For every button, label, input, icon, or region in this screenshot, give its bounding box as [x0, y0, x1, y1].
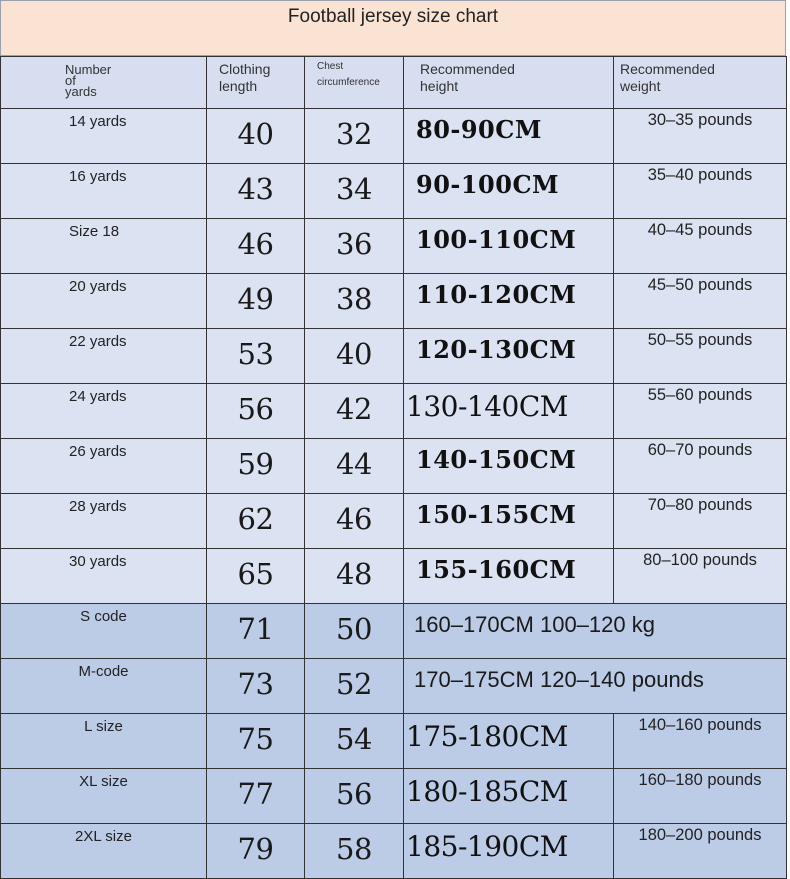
- weight-cell: 30–35 pounds: [614, 109, 787, 164]
- table-row: [1, 604, 787, 659]
- length-cell: 53: [207, 329, 305, 384]
- header-length-line: length: [219, 78, 258, 94]
- weight-cell: 45–50 pounds: [614, 274, 787, 329]
- table-row: [1, 274, 787, 329]
- size-table: [0, 56, 787, 879]
- header-weight: [614, 57, 787, 109]
- length-cell: 62: [207, 494, 305, 549]
- height-cell: 150-155CM: [404, 494, 614, 549]
- length-cell: 79: [207, 824, 305, 879]
- weight-cell: 40–45 pounds: [614, 219, 787, 274]
- size-cell: Size 18: [1, 219, 207, 274]
- height-cell: 130-140CM: [404, 384, 614, 439]
- length-cell: 49: [207, 274, 305, 329]
- header-chest: [305, 57, 404, 109]
- size-cell: 20 yards: [1, 274, 207, 329]
- chest-cell: 56: [305, 769, 404, 824]
- size-cell: S code: [1, 604, 207, 659]
- table-row: [1, 109, 787, 164]
- chest-cell: 48: [305, 549, 404, 604]
- page-title: Football jersey size chart: [287, 6, 499, 27]
- weight-cell: 55–60 pounds: [614, 384, 787, 439]
- length-cell: 75: [207, 714, 305, 769]
- size-cell: L size: [1, 714, 207, 769]
- height-cell: 180-185CM: [404, 769, 614, 824]
- header-size-line: of: [65, 73, 76, 88]
- chest-cell: 52: [305, 659, 404, 714]
- weight-cell: 140–160 pounds: [614, 714, 787, 769]
- size-cell: 14 yards: [1, 109, 207, 164]
- chest-cell: 34: [305, 164, 404, 219]
- header-height: [404, 57, 614, 109]
- size-cell: 30 yards: [1, 549, 207, 604]
- header-height-line: height: [420, 78, 459, 94]
- header-chest-line: Chest: [317, 61, 344, 72]
- weight-cell: 80–100 pounds: [614, 549, 787, 604]
- size-cell: M-code: [1, 659, 207, 714]
- chest-cell: 42: [305, 384, 404, 439]
- table-row: [1, 219, 787, 274]
- chest-cell: 38: [305, 274, 404, 329]
- size-cell: 16 yards: [1, 164, 207, 219]
- height-cell: 100-110CM: [404, 219, 614, 274]
- weight-cell: 70–80 pounds: [614, 494, 787, 549]
- weight-cell: 60–70 pounds: [614, 439, 787, 494]
- header-weight-line: Recommended: [620, 61, 715, 77]
- header-size-line: yards: [65, 84, 97, 99]
- header-weight-line: weight: [620, 78, 661, 94]
- table-body: [1, 109, 787, 879]
- table-row: [1, 384, 787, 439]
- weight-cell: 50–55 pounds: [614, 329, 787, 384]
- table-row: [1, 164, 787, 219]
- table-row: [1, 494, 787, 549]
- height-weight-cell: 160–170CM 100–120 kg: [404, 604, 787, 659]
- height-weight-cell: 170–175CM 120–140 pounds: [404, 659, 787, 714]
- table-row: [1, 329, 787, 384]
- length-cell: 46: [207, 219, 305, 274]
- height-cell: 80-90CM: [404, 109, 614, 164]
- chest-cell: 40: [305, 329, 404, 384]
- header-chest-line: circumference: [317, 77, 380, 88]
- size-cell: 24 yards: [1, 384, 207, 439]
- size-cell: 28 yards: [1, 494, 207, 549]
- table-header-row: [1, 57, 787, 109]
- chest-cell: 54: [305, 714, 404, 769]
- weight-cell: 160–180 pounds: [614, 769, 787, 824]
- chest-cell: 44: [305, 439, 404, 494]
- chest-cell: 50: [305, 604, 404, 659]
- length-cell: 56: [207, 384, 305, 439]
- height-cell: 90-100CM: [404, 164, 614, 219]
- table-row: [1, 714, 787, 769]
- height-cell: 120-130CM: [404, 329, 614, 384]
- table-row: [1, 824, 787, 879]
- size-cell: 2XL size: [1, 824, 207, 879]
- height-cell: 175-180CM: [404, 714, 614, 769]
- chest-cell: 36: [305, 219, 404, 274]
- height-cell: 110-120CM: [404, 274, 614, 329]
- height-cell: 140-150CM: [404, 439, 614, 494]
- length-cell: 43: [207, 164, 305, 219]
- weight-cell: 180–200 pounds: [614, 824, 787, 879]
- length-cell: 77: [207, 769, 305, 824]
- chest-cell: 32: [305, 109, 404, 164]
- size-cell: 22 yards: [1, 329, 207, 384]
- weight-cell: 35–40 pounds: [614, 164, 787, 219]
- header-clothing-length: [207, 57, 305, 109]
- length-cell: 65: [207, 549, 305, 604]
- length-cell: 71: [207, 604, 305, 659]
- size-cell: 26 yards: [1, 439, 207, 494]
- header-height-line: Recommended: [420, 61, 515, 77]
- length-cell: 40: [207, 109, 305, 164]
- size-cell: XL size: [1, 769, 207, 824]
- length-cell: 73: [207, 659, 305, 714]
- header-size: [1, 57, 207, 109]
- chart-title-bar: [0, 0, 786, 56]
- length-cell: 59: [207, 439, 305, 494]
- header-size-line: Number: [65, 62, 112, 77]
- table-row: [1, 659, 787, 714]
- chest-cell: 46: [305, 494, 404, 549]
- chest-cell: 58: [305, 824, 404, 879]
- header-length-line: Clothing: [219, 61, 271, 77]
- table-row: [1, 439, 787, 494]
- height-cell: 185-190CM: [404, 824, 614, 879]
- table-row: [1, 769, 787, 824]
- table-row: [1, 549, 787, 604]
- height-cell: 155-160CM: [404, 549, 614, 604]
